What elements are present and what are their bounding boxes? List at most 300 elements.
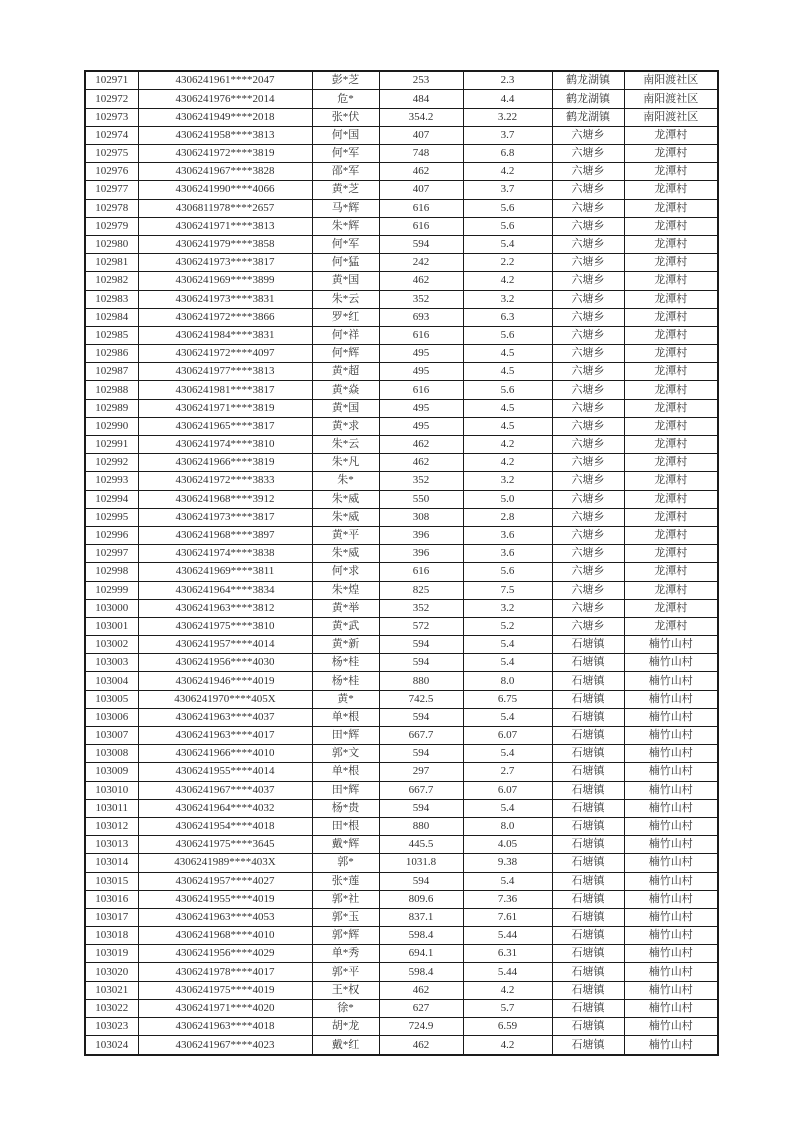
cell-rate: 3.7 bbox=[463, 181, 552, 199]
cell-amount: 396 bbox=[379, 545, 463, 563]
cell-name: 何*祥 bbox=[312, 326, 379, 344]
cell-town: 六塘乡 bbox=[552, 563, 624, 581]
table-row bbox=[85, 690, 718, 708]
cell-id-masked: 4306241972****4097 bbox=[138, 345, 312, 363]
cell-rate: 4.2 bbox=[463, 163, 552, 181]
cell-amount: 242 bbox=[379, 254, 463, 272]
cell-id-masked: 4306241972****3833 bbox=[138, 472, 312, 490]
cell-seq: 103022 bbox=[85, 999, 138, 1017]
cell-rate: 6.07 bbox=[463, 727, 552, 745]
cell-id-masked: 4306241973****3831 bbox=[138, 290, 312, 308]
table-row bbox=[85, 71, 718, 90]
cell-rate: 5.2 bbox=[463, 617, 552, 635]
cell-seq: 103006 bbox=[85, 708, 138, 726]
table-row bbox=[85, 290, 718, 308]
table-row bbox=[85, 272, 718, 290]
cell-rate: 2.2 bbox=[463, 254, 552, 272]
table-row bbox=[85, 1036, 718, 1055]
cell-seq: 103003 bbox=[85, 654, 138, 672]
cell-town: 六塘乡 bbox=[552, 508, 624, 526]
cell-name: 戴*红 bbox=[312, 1036, 379, 1055]
cell-town: 六塘乡 bbox=[552, 472, 624, 490]
cell-seq: 103004 bbox=[85, 672, 138, 690]
cell-rate: 9.38 bbox=[463, 854, 552, 872]
cell-village: 龙潭村 bbox=[624, 563, 718, 581]
cell-id-masked: 4306241957****4014 bbox=[138, 636, 312, 654]
cell-rate: 2.3 bbox=[463, 71, 552, 90]
cell-town: 六塘乡 bbox=[552, 599, 624, 617]
cell-village: 龙潭村 bbox=[624, 254, 718, 272]
cell-name: 何*军 bbox=[312, 235, 379, 253]
cell-amount: 594 bbox=[379, 872, 463, 890]
cell-name: 罗*红 bbox=[312, 308, 379, 326]
cell-rate: 4.5 bbox=[463, 345, 552, 363]
cell-seq: 103009 bbox=[85, 763, 138, 781]
table-row bbox=[85, 108, 718, 126]
cell-rate: 8.0 bbox=[463, 817, 552, 835]
cell-id-masked: 4306241964****3834 bbox=[138, 581, 312, 599]
cell-seq: 102976 bbox=[85, 163, 138, 181]
cell-seq: 103016 bbox=[85, 890, 138, 908]
cell-seq: 103021 bbox=[85, 981, 138, 999]
cell-town: 六塘乡 bbox=[552, 617, 624, 635]
cell-amount: 495 bbox=[379, 417, 463, 435]
table-row bbox=[85, 508, 718, 526]
cell-town: 石塘镇 bbox=[552, 1018, 624, 1036]
cell-seq: 102975 bbox=[85, 145, 138, 163]
cell-id-masked: 4306241974****3810 bbox=[138, 436, 312, 454]
cell-seq: 103001 bbox=[85, 617, 138, 635]
cell-rate: 4.5 bbox=[463, 363, 552, 381]
cell-rate: 6.59 bbox=[463, 1018, 552, 1036]
table-row bbox=[85, 454, 718, 472]
table-row bbox=[85, 490, 718, 508]
cell-rate: 5.44 bbox=[463, 963, 552, 981]
cell-name: 黄*新 bbox=[312, 636, 379, 654]
cell-name: 杨*桂 bbox=[312, 654, 379, 672]
cell-rate: 5.0 bbox=[463, 490, 552, 508]
cell-village: 龙潭村 bbox=[624, 181, 718, 199]
cell-seq: 102987 bbox=[85, 363, 138, 381]
cell-name: 何*辉 bbox=[312, 345, 379, 363]
cell-amount: 550 bbox=[379, 490, 463, 508]
cell-village: 龙潭村 bbox=[624, 399, 718, 417]
cell-town: 石塘镇 bbox=[552, 981, 624, 999]
cell-seq: 102994 bbox=[85, 490, 138, 508]
cell-amount: 396 bbox=[379, 526, 463, 544]
table-row bbox=[85, 254, 718, 272]
cell-village: 龙潭村 bbox=[624, 163, 718, 181]
cell-amount: 407 bbox=[379, 126, 463, 144]
cell-rate: 4.05 bbox=[463, 836, 552, 854]
cell-id-masked: 4306241958****3813 bbox=[138, 126, 312, 144]
cell-village: 龙潭村 bbox=[624, 145, 718, 163]
cell-town: 六塘乡 bbox=[552, 454, 624, 472]
cell-seq: 102988 bbox=[85, 381, 138, 399]
cell-village: 楠竹山村 bbox=[624, 890, 718, 908]
cell-village: 楠竹山村 bbox=[624, 781, 718, 799]
table-row bbox=[85, 817, 718, 835]
cell-name: 何*求 bbox=[312, 563, 379, 581]
cell-amount: 462 bbox=[379, 981, 463, 999]
cell-rate: 5.7 bbox=[463, 999, 552, 1017]
cell-id-masked: 4306241969****3811 bbox=[138, 563, 312, 581]
cell-town: 六塘乡 bbox=[552, 417, 624, 435]
cell-town: 六塘乡 bbox=[552, 545, 624, 563]
cell-town: 六塘乡 bbox=[552, 290, 624, 308]
cell-id-masked: 4306241963****4053 bbox=[138, 908, 312, 926]
cell-amount: 616 bbox=[379, 326, 463, 344]
cell-name: 朱*煌 bbox=[312, 581, 379, 599]
cell-rate: 5.6 bbox=[463, 381, 552, 399]
cell-name: 郭*平 bbox=[312, 963, 379, 981]
cell-id-masked: 4306241972****3866 bbox=[138, 308, 312, 326]
cell-seq: 103007 bbox=[85, 727, 138, 745]
cell-village: 龙潭村 bbox=[624, 490, 718, 508]
cell-town: 石塘镇 bbox=[552, 763, 624, 781]
cell-village: 龙潭村 bbox=[624, 436, 718, 454]
cell-village: 楠竹山村 bbox=[624, 690, 718, 708]
cell-rate: 5.6 bbox=[463, 217, 552, 235]
cell-name: 王*权 bbox=[312, 981, 379, 999]
cell-village: 龙潭村 bbox=[624, 545, 718, 563]
cell-seq: 102979 bbox=[85, 217, 138, 235]
cell-town: 六塘乡 bbox=[552, 490, 624, 508]
cell-village: 楠竹山村 bbox=[624, 745, 718, 763]
cell-village: 龙潭村 bbox=[624, 308, 718, 326]
cell-seq: 102973 bbox=[85, 108, 138, 126]
cell-seq: 102991 bbox=[85, 436, 138, 454]
cell-name: 朱*威 bbox=[312, 508, 379, 526]
cell-rate: 5.44 bbox=[463, 927, 552, 945]
table-row bbox=[85, 799, 718, 817]
cell-seq: 103017 bbox=[85, 908, 138, 926]
table-row bbox=[85, 945, 718, 963]
cell-amount: 594 bbox=[379, 654, 463, 672]
cell-seq: 102993 bbox=[85, 472, 138, 490]
cell-id-masked: 4306241974****3838 bbox=[138, 545, 312, 563]
cell-id-masked: 4306241968****3897 bbox=[138, 526, 312, 544]
cell-village: 龙潭村 bbox=[624, 472, 718, 490]
cell-amount: 667.7 bbox=[379, 781, 463, 799]
cell-village: 龙潭村 bbox=[624, 290, 718, 308]
cell-amount: 594 bbox=[379, 235, 463, 253]
cell-town: 六塘乡 bbox=[552, 235, 624, 253]
cell-rate: 5.6 bbox=[463, 563, 552, 581]
cell-name: 朱*云 bbox=[312, 436, 379, 454]
cell-seq: 102998 bbox=[85, 563, 138, 581]
cell-id-masked: 4306241981****3817 bbox=[138, 381, 312, 399]
cell-id-masked: 4306241971****3819 bbox=[138, 399, 312, 417]
cell-town: 石塘镇 bbox=[552, 963, 624, 981]
cell-town: 六塘乡 bbox=[552, 181, 624, 199]
cell-seq: 103002 bbox=[85, 636, 138, 654]
cell-rate: 5.6 bbox=[463, 199, 552, 217]
cell-amount: 616 bbox=[379, 563, 463, 581]
table-row bbox=[85, 745, 718, 763]
cell-seq: 102972 bbox=[85, 90, 138, 108]
cell-name: 黄*武 bbox=[312, 617, 379, 635]
cell-amount: 495 bbox=[379, 363, 463, 381]
cell-amount: 572 bbox=[379, 617, 463, 635]
cell-amount: 462 bbox=[379, 1036, 463, 1055]
cell-id-masked: 4306241954****4018 bbox=[138, 817, 312, 835]
cell-town: 石塘镇 bbox=[552, 890, 624, 908]
cell-village: 龙潭村 bbox=[624, 381, 718, 399]
cell-town: 六塘乡 bbox=[552, 308, 624, 326]
cell-amount: 594 bbox=[379, 636, 463, 654]
cell-village: 楠竹山村 bbox=[624, 999, 718, 1017]
cell-amount: 253 bbox=[379, 71, 463, 90]
table-row bbox=[85, 927, 718, 945]
table-row bbox=[85, 217, 718, 235]
cell-town: 鹤龙湖镇 bbox=[552, 71, 624, 90]
cell-rate: 5.4 bbox=[463, 799, 552, 817]
cell-seq: 102992 bbox=[85, 454, 138, 472]
cell-amount: 594 bbox=[379, 745, 463, 763]
cell-name: 黄*芝 bbox=[312, 181, 379, 199]
table-row bbox=[85, 999, 718, 1017]
table-row bbox=[85, 1018, 718, 1036]
table-row bbox=[85, 308, 718, 326]
table-row bbox=[85, 654, 718, 672]
cell-town: 石塘镇 bbox=[552, 745, 624, 763]
cell-village: 南阳渡社区 bbox=[624, 108, 718, 126]
cell-id-masked: 4306241970****405X bbox=[138, 690, 312, 708]
cell-rate: 4.4 bbox=[463, 90, 552, 108]
cell-amount: 495 bbox=[379, 345, 463, 363]
cell-town: 石塘镇 bbox=[552, 708, 624, 726]
cell-town: 石塘镇 bbox=[552, 872, 624, 890]
cell-id-masked: 4306241975****3645 bbox=[138, 836, 312, 854]
cell-name: 朱*辉 bbox=[312, 217, 379, 235]
cell-town: 石塘镇 bbox=[552, 908, 624, 926]
cell-seq: 103024 bbox=[85, 1036, 138, 1055]
cell-name: 黄*超 bbox=[312, 363, 379, 381]
table-row bbox=[85, 636, 718, 654]
cell-seq: 103019 bbox=[85, 945, 138, 963]
cell-village: 楠竹山村 bbox=[624, 654, 718, 672]
cell-amount: 880 bbox=[379, 672, 463, 690]
cell-village: 龙潭村 bbox=[624, 508, 718, 526]
cell-seq: 103000 bbox=[85, 599, 138, 617]
table-row bbox=[85, 781, 718, 799]
cell-name: 杨*桂 bbox=[312, 672, 379, 690]
cell-id-masked: 4306241972****3819 bbox=[138, 145, 312, 163]
cell-name: 徐* bbox=[312, 999, 379, 1017]
cell-seq: 102996 bbox=[85, 526, 138, 544]
cell-town: 石塘镇 bbox=[552, 690, 624, 708]
cell-id-masked: 4306241956****4029 bbox=[138, 945, 312, 963]
cell-name: 朱*凡 bbox=[312, 454, 379, 472]
cell-id-masked: 4306241965****3817 bbox=[138, 417, 312, 435]
cell-seq: 102999 bbox=[85, 581, 138, 599]
cell-seq: 102978 bbox=[85, 199, 138, 217]
cell-name: 彭*芝 bbox=[312, 71, 379, 90]
cell-seq: 103023 bbox=[85, 1018, 138, 1036]
cell-village: 楠竹山村 bbox=[624, 672, 718, 690]
cell-town: 石塘镇 bbox=[552, 836, 624, 854]
cell-seq: 103013 bbox=[85, 836, 138, 854]
cell-amount: 616 bbox=[379, 217, 463, 235]
cell-amount: 407 bbox=[379, 181, 463, 199]
cell-seq: 102995 bbox=[85, 508, 138, 526]
table-row bbox=[85, 672, 718, 690]
cell-seq: 102974 bbox=[85, 126, 138, 144]
cell-name: 田*辉 bbox=[312, 781, 379, 799]
cell-rate: 3.7 bbox=[463, 126, 552, 144]
cell-rate: 6.8 bbox=[463, 145, 552, 163]
cell-name: 张*莲 bbox=[312, 872, 379, 890]
cell-name: 胡*龙 bbox=[312, 1018, 379, 1036]
cell-id-masked: 4306241967****3828 bbox=[138, 163, 312, 181]
table-row bbox=[85, 526, 718, 544]
cell-id-masked: 4306241973****3817 bbox=[138, 508, 312, 526]
cell-village: 龙潭村 bbox=[624, 363, 718, 381]
cell-id-masked: 4306241964****4032 bbox=[138, 799, 312, 817]
cell-name: 单*根 bbox=[312, 708, 379, 726]
cell-town: 石塘镇 bbox=[552, 654, 624, 672]
cell-town: 鹤龙湖镇 bbox=[552, 108, 624, 126]
cell-id-masked: 4306241976****2014 bbox=[138, 90, 312, 108]
table-row bbox=[85, 345, 718, 363]
cell-name: 朱*威 bbox=[312, 545, 379, 563]
cell-name: 郭*社 bbox=[312, 890, 379, 908]
cell-name: 黄*国 bbox=[312, 272, 379, 290]
cell-rate: 4.2 bbox=[463, 272, 552, 290]
cell-town: 石塘镇 bbox=[552, 636, 624, 654]
table-row bbox=[85, 163, 718, 181]
cell-id-masked: 4306241968****4010 bbox=[138, 927, 312, 945]
table-row bbox=[85, 436, 718, 454]
cell-village: 楠竹山村 bbox=[624, 727, 718, 745]
cell-rate: 5.4 bbox=[463, 235, 552, 253]
cell-village: 龙潭村 bbox=[624, 599, 718, 617]
cell-id-masked: 4306241977****3813 bbox=[138, 363, 312, 381]
cell-village: 楠竹山村 bbox=[624, 945, 718, 963]
cell-rate: 8.0 bbox=[463, 672, 552, 690]
table-row bbox=[85, 763, 718, 781]
cell-id-masked: 4306241984****3831 bbox=[138, 326, 312, 344]
cell-id-masked: 4306241955****4019 bbox=[138, 890, 312, 908]
cell-town: 石塘镇 bbox=[552, 999, 624, 1017]
cell-rate: 2.8 bbox=[463, 508, 552, 526]
cell-village: 南阳渡社区 bbox=[624, 90, 718, 108]
cell-village: 楠竹山村 bbox=[624, 872, 718, 890]
cell-rate: 6.07 bbox=[463, 781, 552, 799]
cell-amount: 462 bbox=[379, 272, 463, 290]
cell-seq: 103012 bbox=[85, 817, 138, 835]
cell-amount: 308 bbox=[379, 508, 463, 526]
cell-town: 六塘乡 bbox=[552, 526, 624, 544]
cell-name: 何*猛 bbox=[312, 254, 379, 272]
cell-id-masked: 4306241957****4027 bbox=[138, 872, 312, 890]
cell-town: 六塘乡 bbox=[552, 436, 624, 454]
cell-name: 黄* bbox=[312, 690, 379, 708]
cell-name: 田*根 bbox=[312, 817, 379, 835]
cell-name: 单*秀 bbox=[312, 945, 379, 963]
table-row bbox=[85, 235, 718, 253]
cell-village: 龙潭村 bbox=[624, 581, 718, 599]
table-row bbox=[85, 90, 718, 108]
cell-town: 石塘镇 bbox=[552, 945, 624, 963]
cell-amount: 742.5 bbox=[379, 690, 463, 708]
cell-seq: 102977 bbox=[85, 181, 138, 199]
cell-seq: 103015 bbox=[85, 872, 138, 890]
table-row bbox=[85, 326, 718, 344]
cell-id-masked: 4306241979****3858 bbox=[138, 235, 312, 253]
cell-village: 楠竹山村 bbox=[624, 1036, 718, 1055]
cell-id-masked: 4306241978****4017 bbox=[138, 963, 312, 981]
cell-id-masked: 4306811978****2657 bbox=[138, 199, 312, 217]
cell-village: 楠竹山村 bbox=[624, 981, 718, 999]
cell-id-masked: 4306241967****4037 bbox=[138, 781, 312, 799]
cell-rate: 2.7 bbox=[463, 763, 552, 781]
table-row bbox=[85, 181, 718, 199]
table-row bbox=[85, 872, 718, 890]
cell-town: 六塘乡 bbox=[552, 581, 624, 599]
table-row bbox=[85, 963, 718, 981]
cell-rate: 3.2 bbox=[463, 599, 552, 617]
cell-id-masked: 4306241969****3899 bbox=[138, 272, 312, 290]
cell-amount: 462 bbox=[379, 163, 463, 181]
table-row bbox=[85, 126, 718, 144]
cell-rate: 4.2 bbox=[463, 1036, 552, 1055]
table-row bbox=[85, 599, 718, 617]
cell-town: 六塘乡 bbox=[552, 399, 624, 417]
cell-town: 六塘乡 bbox=[552, 272, 624, 290]
cell-village: 龙潭村 bbox=[624, 235, 718, 253]
cell-amount: 352 bbox=[379, 290, 463, 308]
cell-id-masked: 4306241973****3817 bbox=[138, 254, 312, 272]
cell-village: 龙潭村 bbox=[624, 526, 718, 544]
cell-id-masked: 4306241949****2018 bbox=[138, 108, 312, 126]
cell-rate: 7.5 bbox=[463, 581, 552, 599]
cell-amount: 667.7 bbox=[379, 727, 463, 745]
cell-rate: 6.3 bbox=[463, 308, 552, 326]
cell-rate: 7.61 bbox=[463, 908, 552, 926]
cell-amount: 627 bbox=[379, 999, 463, 1017]
cell-town: 六塘乡 bbox=[552, 254, 624, 272]
cell-seq: 103011 bbox=[85, 799, 138, 817]
table-body bbox=[85, 71, 718, 1055]
cell-name: 马*辉 bbox=[312, 199, 379, 217]
cell-town: 石塘镇 bbox=[552, 799, 624, 817]
cell-rate: 6.75 bbox=[463, 690, 552, 708]
cell-id-masked: 4306241971****4020 bbox=[138, 999, 312, 1017]
cell-amount: 594 bbox=[379, 799, 463, 817]
table-row bbox=[85, 545, 718, 563]
cell-seq: 103005 bbox=[85, 690, 138, 708]
table-row bbox=[85, 908, 718, 926]
cell-name: 郭*辉 bbox=[312, 927, 379, 945]
cell-village: 龙潭村 bbox=[624, 199, 718, 217]
table-row bbox=[85, 836, 718, 854]
cell-amount: 880 bbox=[379, 817, 463, 835]
cell-amount: 693 bbox=[379, 308, 463, 326]
cell-village: 楠竹山村 bbox=[624, 908, 718, 926]
cell-id-masked: 4306241990****4066 bbox=[138, 181, 312, 199]
cell-seq: 102982 bbox=[85, 272, 138, 290]
cell-town: 石塘镇 bbox=[552, 781, 624, 799]
cell-town: 石塘镇 bbox=[552, 817, 624, 835]
data-table bbox=[84, 70, 719, 1056]
cell-town: 六塘乡 bbox=[552, 145, 624, 163]
cell-village: 龙潭村 bbox=[624, 345, 718, 363]
cell-rate: 4.2 bbox=[463, 454, 552, 472]
cell-amount: 462 bbox=[379, 436, 463, 454]
table-row bbox=[85, 399, 718, 417]
